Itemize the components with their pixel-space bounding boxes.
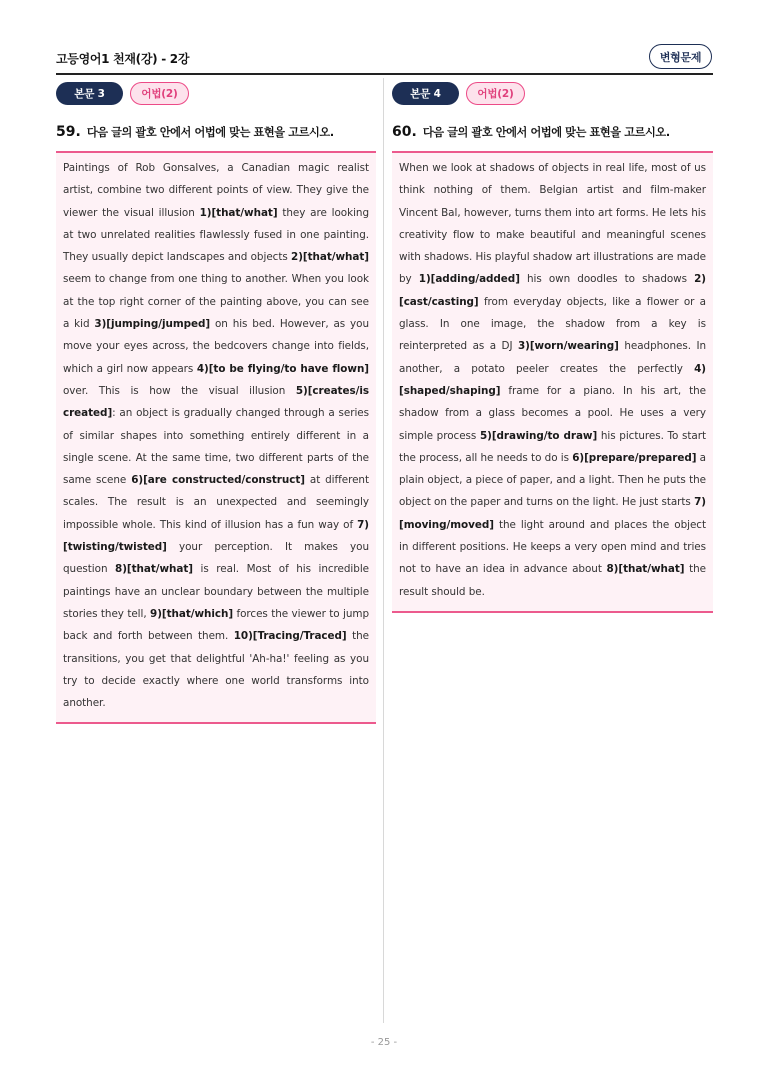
grammar-choice: 2)[cast/casting]	[399, 273, 706, 308]
passage-segment: seem to change from one thing to another. When you look at the top right corner of the painting above, you can see a kid	[63, 273, 369, 331]
question-text: 다음 글의 괄호 안에서 어법에 맞는 표현을 고르시오.	[86, 126, 334, 139]
section-tag: 본문 3	[56, 82, 123, 105]
passage-segment: headphones. In another, a potato peeler creates the perfectly	[399, 340, 706, 375]
worksheet-type-badge: 변형문제	[649, 44, 712, 69]
passage-segment: When we look at shadows of objects in real life, most of us think nothing of them. Belgian artist and film-maker Vincent Bal, however, turns them into art forms. He lets his creativity flow to make beautiful and meaningful scenes with shadows. His playful shadow art illustrations are made by	[399, 162, 706, 286]
grammar-choice: 9)[that/which]	[150, 607, 234, 620]
passage-segment: they are looking at two unrelated realities flawlessly fused in one painting. They usually depict landscapes and objects	[63, 206, 369, 264]
grammar-choice: 6)[prepare/prepared]	[572, 451, 697, 464]
grammar-choice: 8)[that/what]	[115, 563, 193, 576]
passage-segment: your perception. It makes you question	[63, 541, 369, 576]
passage-text	[63, 157, 369, 714]
passage-box	[392, 151, 713, 613]
passage-box	[56, 151, 376, 724]
passage-segment: : an object is gradually changed through a series of similar shapes into something entirely different in a single scene. At the same time, two different parts of the same scene	[63, 407, 369, 487]
passage-segment: Paintings of Rob Gonsalves, a Canadian magic realist artist, combine two different points of view. They give the viewer the visual illusion	[63, 162, 369, 219]
section-tag: 본문 4	[392, 82, 459, 105]
passage-text	[399, 157, 706, 603]
question-type-tag: 어법(2)	[130, 82, 189, 105]
passage-segment: the result should be.	[399, 563, 707, 598]
header-divider	[56, 73, 713, 75]
grammar-choice: 10)[Tracing/Traced]	[233, 630, 347, 643]
passage-segment: his pictures. To start the process, all he needs to do is	[399, 429, 706, 464]
grammar-choice: 4)[to be flying/to have flown]	[196, 362, 369, 375]
question-number: 59.	[56, 124, 81, 140]
column-divider	[383, 78, 384, 1023]
passage-segment: at different scales. The result is an unexpected and seemingly impossible whole. This kind of illusion has a fun way of	[63, 474, 369, 531]
question-text: 다음 글의 괄호 안에서 어법에 맞는 표현을 고르시오.	[422, 126, 670, 139]
grammar-choice: 3)[jumping/jumped]	[94, 318, 211, 331]
grammar-choice: 7)[moving/moved]	[399, 496, 706, 531]
grammar-choice: 1)[that/what]	[199, 206, 278, 219]
question-number: 60.	[392, 124, 417, 140]
grammar-choice: 5)[creates/is created]	[63, 384, 369, 420]
passage-segment: on his bed. However, as you move your eyes across, the bedcovers change into fields, which a girl now appears	[63, 318, 369, 375]
passage-segment: a plain object, a piece of paper, and a light. Then he puts the object on the paper and turns on the light. He just starts	[399, 451, 706, 509]
grammar-choice: 7)[twisting/twisted]	[63, 518, 369, 554]
passage-segment: is real. Most of his incredible paintings have an unclear boundary between the multiple stories they tell,	[63, 563, 369, 620]
right-tags	[392, 82, 713, 105]
right-column	[392, 82, 713, 613]
question-heading	[392, 124, 713, 142]
question-type-tag: 어법(2)	[466, 82, 525, 105]
grammar-choice: 3)[worn/wearing]	[517, 340, 619, 353]
grammar-choice: 5)[drawing/to draw]	[479, 429, 598, 442]
left-tags	[56, 82, 376, 105]
page-title: 고등영어1 천재(강) - 2강	[56, 52, 190, 66]
grammar-choice: 4)[shaped/shaping]	[399, 362, 706, 397]
grammar-choice: 6)[are constructed/construct]	[131, 474, 305, 487]
passage-segment: the light around and places the object in different positions. He keeps a very open mind and tries not to have an idea in advance about	[399, 518, 706, 576]
page-number: - 25 -	[370, 1037, 398, 1048]
passage-segment: over. This is how the visual illusion	[63, 384, 296, 397]
question-heading	[56, 124, 376, 142]
passage-segment: frame for a piano. In his art, the shadow from a glass becomes a pool. He uses a very simple process	[399, 384, 706, 442]
grammar-choice: 1)[adding/added]	[418, 273, 520, 286]
grammar-choice: 2)[that/what]	[291, 251, 369, 264]
left-column	[56, 82, 376, 724]
passage-segment: from everyday objects, like a flower or a glass. In one image, the shadow from a key is reinterpreted as a DJ	[399, 295, 706, 353]
passage-segment: forces the viewer to jump back and forth between them.	[63, 607, 370, 643]
passage-segment: the transitions, you get that delightful 'Ah-ha!' feeling as you try to decide exactly where one world transforms into another.	[63, 630, 369, 710]
passage-segment: his own doodles to shadows	[519, 273, 695, 286]
grammar-choice: 8)[that/what]	[606, 563, 685, 576]
